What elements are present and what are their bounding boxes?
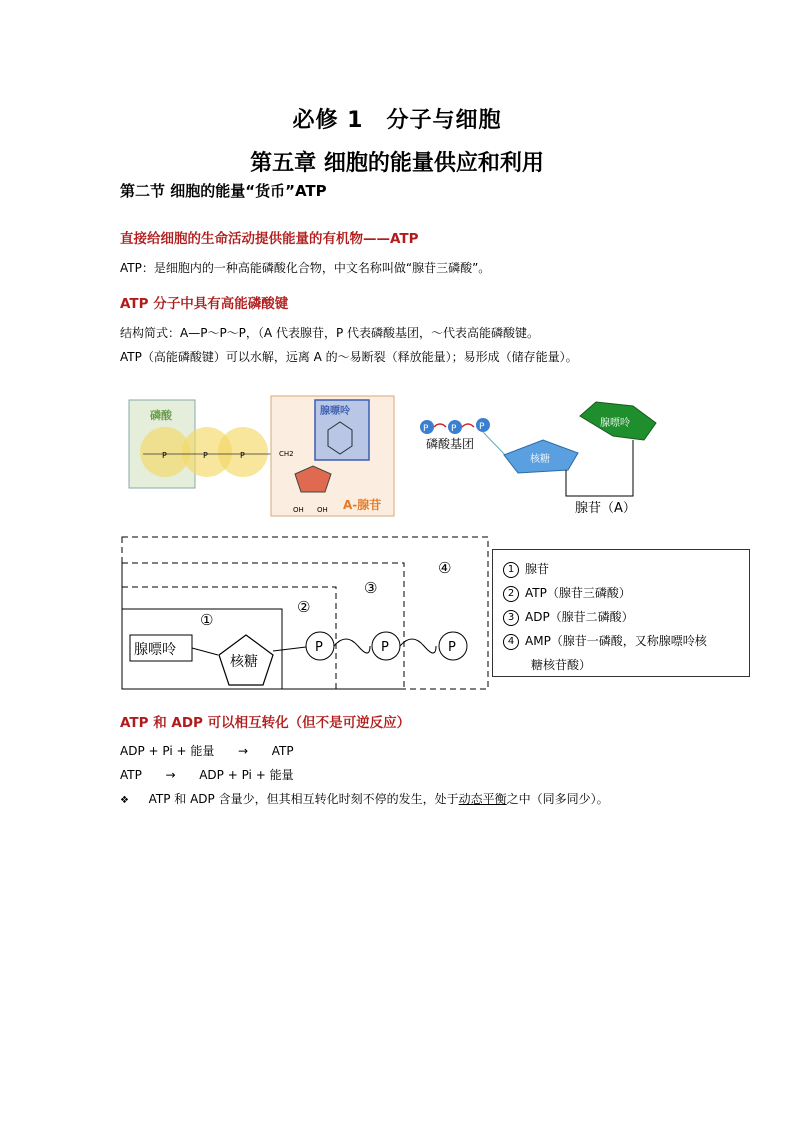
atp-schematic-figure (418, 398, 663, 520)
note-part-a: ATP 和 ADP 含量少，但其相互转化时刻不停的发生，处于 (148, 792, 459, 806)
p-ball-label-2: P (451, 424, 457, 434)
legend-num: 1 (503, 562, 519, 578)
legend-box (492, 549, 750, 677)
eq2-right: ADP + Pi + 能量 (199, 768, 294, 782)
section1-heading: 直接给细胞的生命活动提供能量的有机物——ATP (120, 231, 419, 247)
legend-item-1 (503, 561, 549, 578)
p-atom-1: P (162, 451, 167, 460)
phosphate-label: 磷酸 (150, 409, 172, 422)
eq2-arrow: → (165, 768, 176, 782)
label-2: ② (297, 598, 311, 616)
page-title: 必修 1 分子与细胞 (292, 108, 502, 133)
eq2-left: ATP (120, 768, 142, 782)
chapter-title: 第五章 细胞的能量供应和利用 (250, 151, 544, 176)
section2-heading: ATP 分子中具有高能磷酸键 (120, 296, 289, 312)
legend-text: 糖核苷酸） (531, 658, 592, 672)
phosphate-group-label: 磷酸基团 (426, 437, 475, 451)
p-b: P (381, 640, 389, 655)
eq1-left: ADP + Pi + 能量 (120, 744, 215, 758)
legend-item-4-cont (531, 657, 591, 673)
structure-formula-text: 结构简式：A—P～P～P，（A 代表腺苷，P 代表磷酸基团，～代表高能磷酸键。 (120, 326, 539, 340)
adenosine-label: A-腺苷 (343, 498, 382, 512)
equation-2 (120, 767, 294, 783)
legend-num: 4 (503, 634, 519, 650)
adenosine-schematic-label: 腺苷（A） (575, 501, 636, 516)
section3-heading: ATP 和 ADP 可以相互转化（但不是可逆反应） (120, 715, 411, 731)
oh-label-1: OH (293, 506, 304, 514)
note-underlined: 动态平衡 (458, 792, 507, 806)
legend-text: AMP（腺苷一磷酸，又称腺嘌呤核 (525, 634, 707, 648)
adenine-label-2: 腺嘌呤 (600, 418, 630, 429)
p-ball-label-1: P (423, 424, 429, 434)
label-1: ① (200, 611, 214, 629)
hydrolysis-text: ATP（高能磷酸键）可以水解，远离 A 的～易断裂（释放能量）；易形成（储存能量）。 (120, 350, 578, 364)
section1-text: ATP：是细胞内的一种高能磷酸化合物，中文名称叫做“腺苷三磷酸”。 (120, 261, 491, 275)
legend-num: 3 (503, 610, 519, 626)
p-ball-label-3: P (479, 422, 485, 432)
atp-adp-amp-diagram (120, 535, 490, 693)
legend-text: 腺苷 (525, 562, 550, 576)
equation-1 (120, 743, 294, 759)
adenine-box-label: 腺嘌呤 (134, 642, 176, 658)
oh-label-2: OH (317, 506, 328, 514)
p-a: P (315, 640, 323, 655)
p-atom-3: P (240, 451, 245, 460)
legend-item-3 (503, 609, 634, 626)
atp-structure-figure (125, 392, 397, 520)
label-3: ③ (364, 579, 378, 597)
ribose-box-label: 核糖 (230, 654, 258, 670)
dynamic-balance-note (120, 791, 609, 809)
legend-text: ATP（腺苷三磷酸） (525, 586, 631, 600)
adenine-label: 腺嘌呤 (320, 406, 350, 417)
ch2-label: CH2 (279, 450, 294, 458)
legend-num: 2 (503, 586, 519, 602)
legend-item-4 (503, 633, 707, 650)
ribose-label: 核糖 (530, 454, 550, 465)
legend-item-2 (503, 585, 631, 602)
p-atom-2: P (203, 451, 208, 460)
eq1-arrow: → (238, 744, 249, 758)
p-c: P (448, 640, 456, 655)
note-part-b: 之中（同多同少）。 (506, 792, 609, 806)
eq1-right: ATP (271, 744, 294, 758)
bullet-icon: ❖ (120, 795, 129, 806)
section-title: 第二节 细胞的能量“货币”ATP (120, 182, 327, 200)
legend-text: ADP（腺苷二磷酸） (525, 610, 634, 624)
label-4: ④ (438, 559, 452, 577)
